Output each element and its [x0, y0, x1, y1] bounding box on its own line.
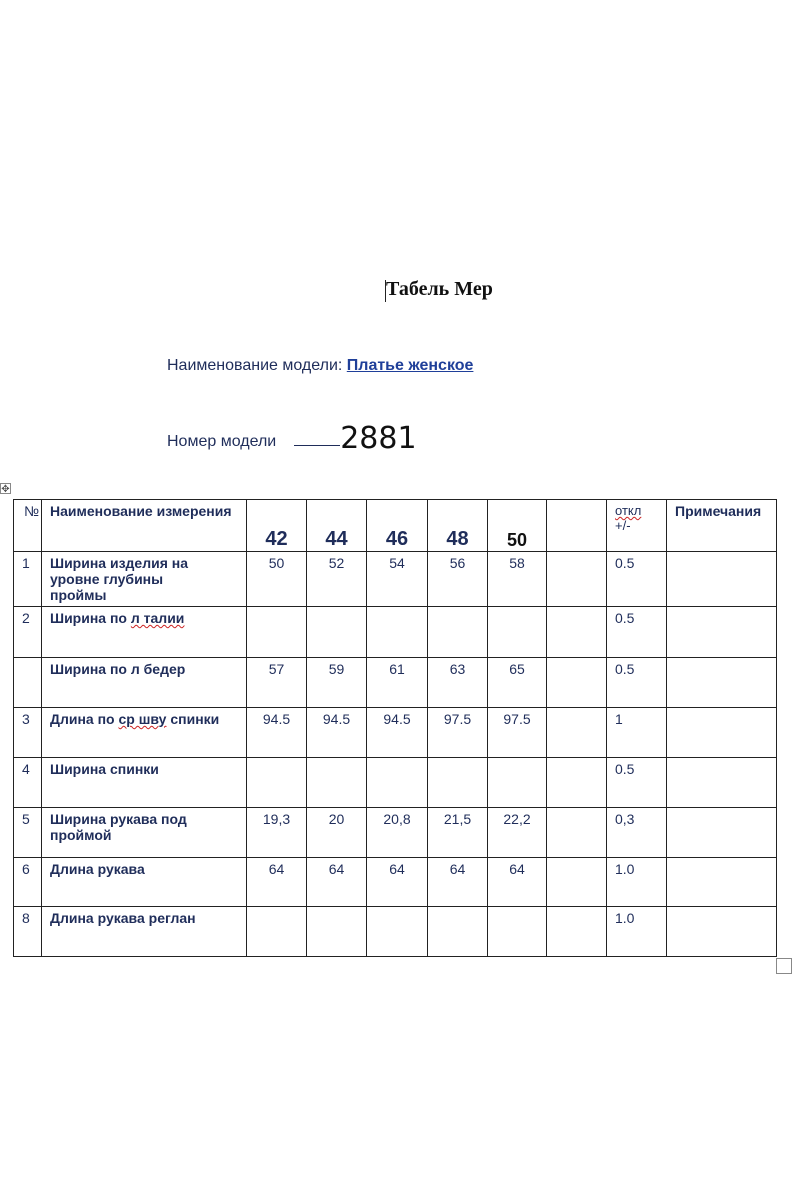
row-deviation: 0.5	[607, 658, 667, 708]
row-deviation: 0.5	[607, 552, 667, 607]
row-notes	[667, 907, 777, 957]
header-deviation	[607, 500, 667, 552]
row-value: 20	[307, 808, 367, 858]
table-row	[14, 808, 777, 858]
table-row	[14, 758, 777, 808]
row-no: 3	[14, 708, 42, 758]
row-name: Ширина изделия на уровне глубины проймы	[42, 552, 247, 607]
row-value: 65	[488, 658, 547, 708]
model-number-value: 2881	[340, 421, 417, 456]
header-size-46: 46	[367, 500, 428, 552]
row-value	[247, 607, 307, 658]
row-empty	[547, 858, 607, 907]
row-empty	[547, 907, 607, 957]
row-value	[367, 758, 428, 808]
row-value: 56	[428, 552, 488, 607]
model-name-line	[167, 357, 473, 375]
row-value: 19,3	[247, 808, 307, 858]
row-empty	[547, 808, 607, 858]
row-deviation: 0.5	[607, 607, 667, 658]
row-value	[488, 758, 547, 808]
header-empty	[547, 500, 607, 552]
row-no: 6	[14, 858, 42, 907]
row-notes	[667, 758, 777, 808]
row-value	[367, 607, 428, 658]
row-value: 21,5	[428, 808, 488, 858]
table-row	[14, 858, 777, 907]
table-row	[14, 607, 777, 658]
row-deviation: 1.0	[607, 907, 667, 957]
row-value	[428, 607, 488, 658]
row-value: 64	[247, 858, 307, 907]
row-value	[247, 907, 307, 957]
row-name: Ширина по л талии	[42, 607, 247, 658]
row-deviation: 1	[607, 708, 667, 758]
row-notes	[667, 708, 777, 758]
row-value: 58	[488, 552, 547, 607]
row-name: Длина рукава	[42, 858, 247, 907]
row-empty	[547, 708, 607, 758]
row-no: 1	[14, 552, 42, 607]
header-size-50: 50	[488, 500, 547, 552]
row-value	[428, 907, 488, 957]
row-no: 4	[14, 758, 42, 808]
row-value: 64	[488, 858, 547, 907]
header-no: №	[14, 500, 42, 552]
row-name: Ширина по л бедер	[42, 658, 247, 708]
row-notes	[667, 808, 777, 858]
row-name: Длина по ср шву спинки	[42, 708, 247, 758]
row-no	[14, 658, 42, 708]
model-number-line	[167, 421, 417, 456]
model-name-label: Наименование модели:	[167, 357, 343, 374]
row-value: 94.5	[247, 708, 307, 758]
model-name-value: Платье женское	[346, 357, 474, 374]
model-number-underline	[294, 445, 340, 446]
row-value	[307, 758, 367, 808]
row-value	[367, 907, 428, 957]
document-title: Табель Мер	[386, 278, 493, 300]
row-deviation: 0,3	[607, 808, 667, 858]
row-value: 94.5	[367, 708, 428, 758]
header-size-44: 44	[307, 500, 367, 552]
table-resize-handle-icon[interactable]	[776, 958, 792, 974]
row-value: 97.5	[428, 708, 488, 758]
row-value: 64	[307, 858, 367, 907]
row-value: 57	[247, 658, 307, 708]
row-value	[307, 607, 367, 658]
table-row	[14, 552, 777, 607]
header-notes: Примечания	[667, 500, 777, 552]
header-deviation-label: откл	[615, 503, 642, 518]
row-value: 50	[247, 552, 307, 607]
row-notes	[667, 658, 777, 708]
row-value: 54	[367, 552, 428, 607]
row-value	[488, 907, 547, 957]
table-move-handle-icon[interactable]: ✥	[1, 484, 10, 495]
row-no: 5	[14, 808, 42, 858]
row-deviation: 1.0	[607, 858, 667, 907]
model-number-label: Номер модели	[167, 433, 277, 450]
row-value: 20,8	[367, 808, 428, 858]
header-size-42: 42	[247, 500, 307, 552]
header-size-48: 48	[428, 500, 488, 552]
row-empty	[547, 552, 607, 607]
row-no: 8	[14, 907, 42, 957]
row-value: 63	[428, 658, 488, 708]
row-value: 59	[307, 658, 367, 708]
row-value	[307, 907, 367, 957]
row-value: 94.5	[307, 708, 367, 758]
row-name: Длина рукава реглан	[42, 907, 247, 957]
row-value	[488, 607, 547, 658]
header-deviation-sign: +/-	[615, 518, 631, 533]
table-row	[14, 658, 777, 708]
row-empty	[547, 607, 607, 658]
measurements-table	[13, 499, 777, 957]
table-row	[14, 907, 777, 957]
row-value: 61	[367, 658, 428, 708]
row-value: 64	[367, 858, 428, 907]
row-empty	[547, 658, 607, 708]
row-value: 52	[307, 552, 367, 607]
row-value	[428, 758, 488, 808]
row-value	[247, 758, 307, 808]
row-value: 64	[428, 858, 488, 907]
row-empty	[547, 758, 607, 808]
row-no: 2	[14, 607, 42, 658]
header-measurement: Наименование измерения	[42, 500, 247, 552]
row-value: 22,2	[488, 808, 547, 858]
header-row	[14, 500, 777, 552]
row-name: Ширина спинки	[42, 758, 247, 808]
row-value: 97.5	[488, 708, 547, 758]
row-notes	[667, 552, 777, 607]
row-deviation: 0.5	[607, 758, 667, 808]
row-notes	[667, 607, 777, 658]
row-notes	[667, 858, 777, 907]
table-row	[14, 708, 777, 758]
row-name: Ширина рукава под проймой	[42, 808, 247, 858]
